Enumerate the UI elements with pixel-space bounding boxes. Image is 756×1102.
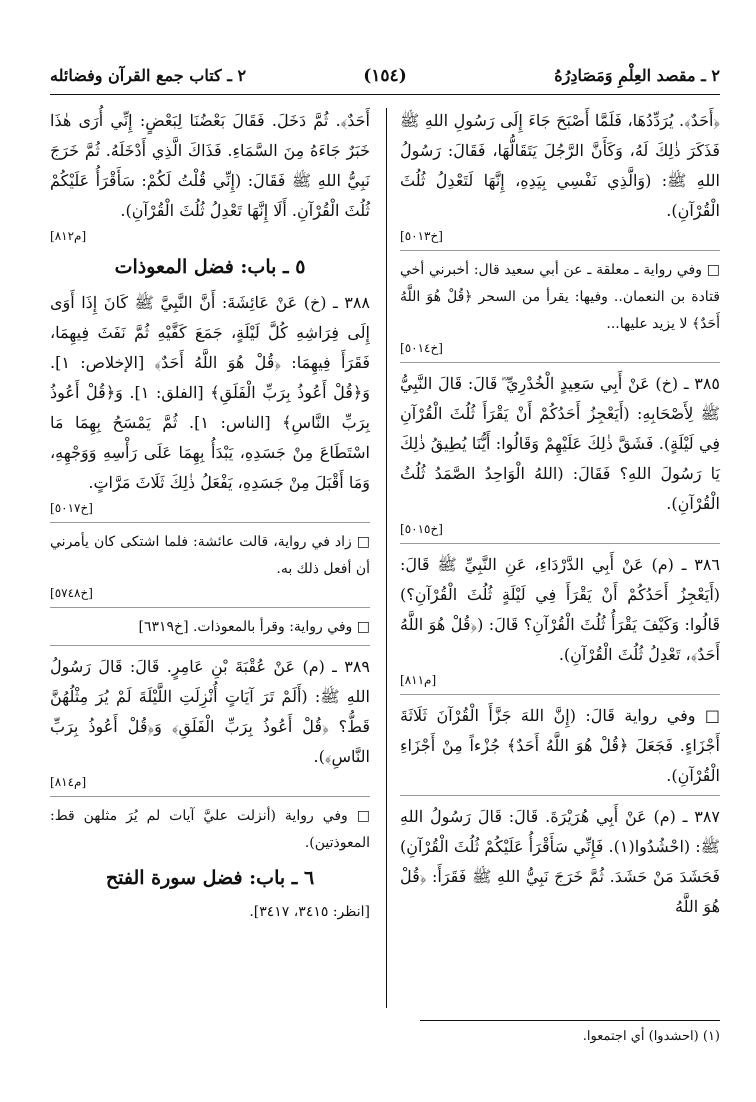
- paragraph-text: ٣٨٦ ـ (م) عَنْ أَبِي الدَّرْدَاءِ، عَنِ النَّبِيِّ ﷺ قَالَ: (أَيَعْجِزُ أَحَدُكُمْ أَنْ يَقْرَأَ فِي لَيْلَةٍ ثُلُثَ الْقُرْآنِ؟) قَالُوا: وَكَيْفَ يَقْرَأُ ثُلُثَ الْقُرْآنِ؟ قَالَ: (﴿قُلْ هُوَ اللَّهُ أَحَدٌ﴾، تَعْدِلُ ثُلُثَ الْقُرْآنِ).: [400, 555, 720, 664]
- paragraph-text: □ وفي رواية: وقرأ بالمعوذات. [خ٦٣١٩]: [138, 619, 370, 635]
- paragraph-text: ٣٨٧ ـ (م) عَنْ أَبِي هُرَيْرَةَ. قَالَ: قَالَ رَسُولُ اللهِ ﷺ: (احْشُدُوا(١). فَإِنِّي سَأَقْرَأُ عَلَيْكُمْ ثُلُثَ الْقُرْآنِ) فَحَشَدَ مَنْ حَشَدَ. ثُمَّ خَرَجَ نَبِيُّ اللهِ ﷺ فَقَرَأَ: ﴿قُلْ هُوَ اللَّهُ: [400, 807, 720, 916]
- paragraph-text: ٣٨٥ ـ (خ) عَنْ أَبِي سَعِيدٍ الْخُدْرِيِّ ؓ قَالَ: قَالَ النَّبِيُّ ﷺ لِأَصْحَابِهِ: (أَيَعْجِزُ أَحَدُكُمْ أَنْ يَقْرَأَ ثُلُثَ الْقُرْآنِ فِي لَيْلَةٍ). فَشَقَّ ذٰلِكَ عَلَيْهِمْ وَقَالُوا: أَيُّنَا يُطِيقُ ذٰلِكَ يَا رَسُولَ اللهِ؟ فَقَالَ: (اللهُ الْوَاحِدُ الصَّمَدُ ثُلُثُ الْقُرْآنِ).: [400, 374, 720, 513]
- hadith-paragraph: [400, 257, 720, 338]
- paragraph-text: □ زاد في رواية، قالت عائشة: فلما اشتكى كان يأمرني أن أفعل ذلك به.: [50, 534, 370, 577]
- separator: [400, 543, 720, 544]
- separator: [400, 250, 720, 251]
- reference-code: [خ٥٧٤٨]: [50, 586, 93, 600]
- separator: [50, 607, 370, 608]
- paragraph-text: □ وفي رواية قَالَ: (إِنَّ اللهَ جَزَّأَ الْقُرْآنَ ثَلَاثَةَ أَجْزَاءٍ. فَجَعَلَ ﴿قُلْ هُوَ اللَّهُ أَحَدٌ﴾ جُزْءاً مِنْ أَجْزَاءِ الْقُرْآنِ).: [400, 706, 720, 785]
- footnote-rule: [420, 1020, 720, 1021]
- page-number: (١٥٤): [363, 66, 407, 86]
- hadith-paragraph: [50, 106, 370, 226]
- hadith-paragraph: [400, 369, 720, 519]
- reference-code: [م٨١٢]: [50, 229, 87, 243]
- separator: [400, 694, 720, 695]
- paragraph-text: ﴿أَحَدٌ﴾. يُرَدِّدُهَا، فَلَمَّا أَصْبَحَ جَاءَ إِلَى رَسُولِ اللهِ ﷺ فَذَكَرَ ذٰلِكَ لَهُ، وَكَأَنَّ الرَّجُلَ يَتَقَالُّهَا، فَقَالَ: رَسُولُ اللهِ ﷺ: (وَالَّذِي نَفْسِي بِيَدِهِ، إِنَّهَا لَتَعْدِلُ ثُلُثَ الْقُرْآنِ).: [400, 111, 720, 220]
- header-book-title: ٢ ـ كتاب جمع القرآن وفضائله: [50, 66, 247, 85]
- hadith-paragraph: [400, 550, 720, 670]
- paragraph-text: □ وفي رواية ـ معلقة ـ عن أبي سعيد قال: أخبرني أخي قتادة بن النعمان.. وفيها: يقرأ من السحر ﴿قُلْ هُوَ اللَّهُ أَحَدٌ﴾ لا يزيد عليها...: [400, 262, 720, 332]
- hadith-paragraph: [400, 701, 720, 791]
- separator: [50, 645, 370, 646]
- separator: [400, 362, 720, 363]
- paragraph-text: ٣٨٩ ـ (م) عَنْ عُقْبَةَ بْنِ عَامِرٍ. قَالَ: قَالَ رَسُولُ اللهِ ﷺ: (أَلَمْ تَرَ آيَاتٍ أُنْزِلَتِ اللَّيْلَةَ لَمْ يُرَ مِثْلُهُنَّ قَطُّ؟ ﴿قُلْ أَعُوذُ بِرَبِّ الْفَلَقِ﴾ وَ﴿قُلْ أَعُوذُ بِرَبِّ النَّاسِ﴾).: [50, 657, 370, 766]
- hadith-paragraph: [50, 529, 370, 583]
- left-column: [50, 106, 370, 1006]
- footnote: (١) (احشدوا) أي اجتمعوا.: [582, 1029, 720, 1044]
- reference-code: [م٨١١]: [400, 673, 437, 687]
- paragraph-text: □ وفي رواية (أنزلت عليَّ آيات لم يُرَ مثلهن قط: المعوذتين).: [50, 808, 370, 851]
- reference-code: [خ٥٠١٧]: [50, 501, 93, 515]
- page-header: [50, 58, 720, 94]
- separator: [50, 522, 370, 523]
- hadith-paragraph: [50, 899, 370, 926]
- header-chapter-title: ٢ ـ مقصد العِلْمِ وَمَصَادِرُهُ: [554, 66, 720, 85]
- reference-code: [م٨١٤]: [50, 775, 87, 789]
- column-divider: [386, 108, 387, 1008]
- hadith-paragraph: [50, 803, 370, 857]
- separator: [50, 796, 370, 797]
- header-rule: [50, 94, 720, 95]
- hadith-paragraph: [400, 802, 720, 922]
- reference-code: [خ٥٠١٣]: [400, 229, 443, 243]
- hadith-paragraph: [50, 614, 370, 641]
- reference-code: [خ٥٠١٤]: [400, 341, 443, 355]
- reference-code: [خ٥٠١٥]: [400, 522, 443, 536]
- separator: [400, 795, 720, 796]
- hadith-paragraph: [400, 106, 720, 226]
- page: [50, 58, 720, 1088]
- paragraph-text: أَحَدٌ﴾. ثُمَّ دَخَلَ. فَقَالَ بَعْضُنَا لِبَعْضٍ: إِنِّي أُرَى هٰذَا خَبَرٌ جَاءَهُ مِنَ السَّمَاءِ. فَذَاكَ الَّذِي أَدْخَلَهُ. ثُمَّ خَرَجَ نَبِيُّ اللهِ ﷺ فَقَالَ: (إِنِّي قُلْتُ لَكُمْ: سَأَقْرَأُ عَلَيْكُمْ ثُلُثَ الْقُرْآنِ. أَلَا إِنَّهَا تَعْدِلُ ثُلُثَ الْقُرْآنِ).: [50, 111, 370, 220]
- section-heading: ٦ ـ باب: فضل سورة الفتح: [105, 867, 315, 889]
- right-column: [400, 106, 720, 1006]
- hadith-paragraph: [50, 652, 370, 772]
- paragraph-text: [انظر: ٣٤١٥، ٣٤١٧].: [249, 904, 370, 920]
- hadith-paragraph: [50, 288, 370, 498]
- paragraph-text: ٣٨٨ ـ (خ) عَنْ عَائِشَةَ: أَنَّ النَّبِيَّ ﷺ كَانَ إِذَا أَوَى إِلَى فِرَاشِهِ كُلَّ لَيْلَةٍ، جَمَعَ كَفَّيْهِ ثُمَّ نَفَثَ فِيهِمَا، فَقَرَأَ فِيهِمَا: ﴿قُلْ هُوَ اللَّهُ أَحَدٌ﴾ [الإخلاص: ١]. وَ﴿قُلْ أَعُوذُ بِرَبِّ الْفَلَقِ﴾ [الفلق: ١]. وَ﴿قُلْ أَعُوذُ بِرَبِّ النَّاسِ﴾ [الناس: ١]. ثُمَّ يَمْسَحُ بِهِمَا مَا اسْتَطَاعَ مِنْ جَسَدِهِ، يَبْدَأُ بِهِمَا عَلَى رَأْسِهِ وَوَجْهِهِ، وَمَا أَقْبَلَ مِنْ جَسَدِهِ، يَفْعَلُ ذٰلِكَ ثَلَاثَ مَرَّاتٍ.: [50, 293, 371, 492]
- section-heading: ٥ ـ باب: فضل المعوذات: [114, 256, 306, 278]
